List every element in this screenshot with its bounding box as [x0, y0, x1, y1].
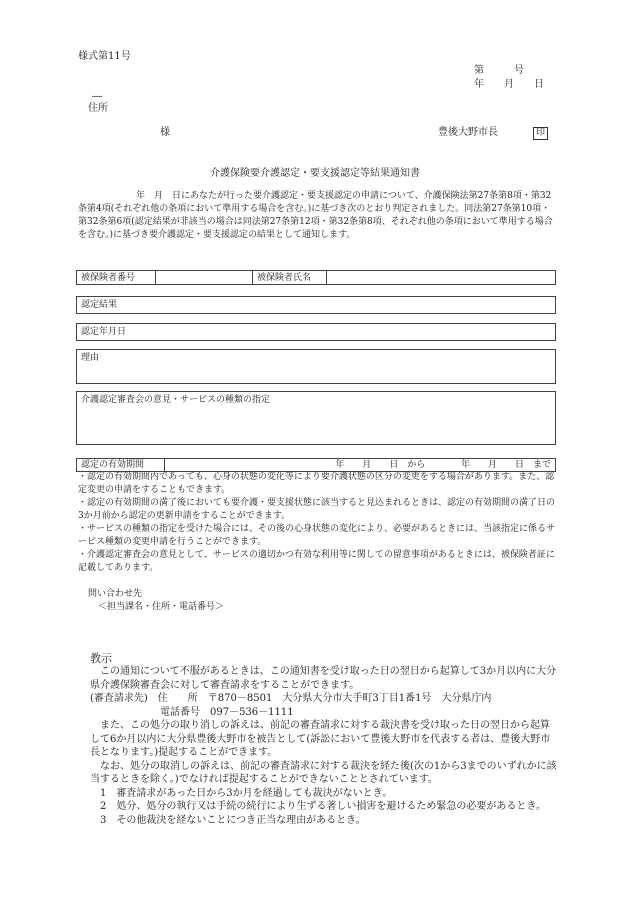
instruction-paragraph: また、この処分の取り消しの訴えは、前記の審査請求に対する裁決書を受け取った日の翌日から起算して6か月以内に大分県豊後大野市を被告として(訴訟において豊後大野市を代表する者は、豊後大野市長となります。)提起することができます。	[90, 720, 551, 758]
opinion-box	[76, 391, 556, 445]
insured-name-value	[327, 271, 556, 285]
note-item: ・サービスの種類の指定を受けた場合には、その後の心身状態の変化により、必要があるときには、当該指定に係るサービス種類の変更申請を行うことができます。	[78, 524, 556, 547]
document-number: 第 号	[474, 65, 524, 76]
appeal-address: (審査請求先) 住 所 〒870－8501 大分県大分市大手町3丁目1番1号 大分県庁内	[90, 693, 492, 704]
seal-mark: 印	[533, 127, 548, 140]
instruction-list-item: 1 審査請求があった日から3か月を経過しても裁決がないとき。	[100, 787, 393, 799]
insured-name-label: 被保険者氏名	[253, 271, 327, 285]
instruction-paragraph: なお、処分の取消しの訴えは、前記の審査請求に対する裁決を経た後(次の1から3までのいずれかに該当するときを除く。)でなければ提起することができないこととされています。	[90, 760, 557, 785]
instruction-paragraph: この通知について不服があるときは、この通知書を受け取った日の翌日から起算して3か月以内に大分県介護保険審査会に対して審査請求をすることができます。	[90, 666, 557, 691]
document-title: 介護保険要介護認定・要支援認定等結果通知書	[210, 168, 420, 179]
date-box	[76, 323, 556, 341]
dash-mark: ―	[92, 91, 102, 102]
validity-table	[76, 458, 556, 472]
form-number: 様式第11号	[78, 51, 131, 62]
date-label: 認定年月日	[81, 327, 127, 337]
note-item: ・介護認定審査会の意見として、サービスの適切かつ有効な利用等に関しての留意事項があるときには、被保険者証に記載してあります。	[78, 550, 555, 573]
reason-label: 理由	[81, 353, 100, 363]
addressee-suffix: 様	[160, 127, 170, 138]
notes-block	[78, 471, 558, 575]
address-label: 住所	[88, 103, 108, 114]
instruction-list-item: 3 その他裁決を経ないことにつき正当な理由があるとき。	[100, 814, 366, 826]
validity-to: 年 月 日 まで	[460, 460, 551, 470]
note-item: ・認定の有効期間内であっても、心身の状態の変化等により要介護状態の区分の変更をする場合があります。また、認定変更の申請をすることもできます。	[78, 472, 555, 495]
contact-detail: ＜担当課名・住所・電話番号＞	[98, 602, 225, 612]
opinion-label: 介護認定審査会の意見・サービスの種類の指定	[81, 395, 271, 405]
insured-table	[76, 270, 556, 285]
result-label: 認定結果	[81, 300, 118, 310]
note-item: ・認定の有効期間の満了後においても要介護・要支援状態に該当すると見込まれるときは、認定の有効期間の満了日の3か月前から認定の更新申請をすることができます。	[78, 498, 556, 521]
instruction-list-item: 2 処分、処分の執行又は手続の続行により生ずる著しい損害を避けるため緊急の必要があるとき。	[100, 801, 546, 812]
intro-paragraph: 年 月 日にあなたが行った要介護認定・要支援認定の申請について、介護保険法第27条第8項・第32条第4項(それぞれ他の条項において準用する場合を含む。)に基づき次のとおり判定されました。同法第27条第10項・第32条第6項(認定結果が非該当の場合は同法第27条第12項・第32条第8項、それぞれ他の条項において準用する場合を含む。)に基づき要介護認定・要支援認定の結果として通知します。	[78, 191, 553, 240]
validity-label: 認定の有効期間	[77, 459, 165, 472]
issue-date: 年 月 日	[474, 79, 544, 90]
validity-from: 年 月 日 から	[335, 460, 426, 470]
insured-number-value	[156, 271, 253, 285]
insured-number-label: 被保険者番号	[77, 271, 156, 285]
instruction-block	[90, 665, 558, 827]
appeal-phone: 電話番号 097－536－1111	[90, 706, 294, 718]
reason-box	[76, 349, 556, 384]
instruction-heading: 教示	[90, 652, 112, 665]
issuer-name: 豊後大野市長	[438, 127, 498, 138]
contact-label: 問い合わせ先	[88, 589, 143, 599]
result-box	[76, 296, 556, 314]
